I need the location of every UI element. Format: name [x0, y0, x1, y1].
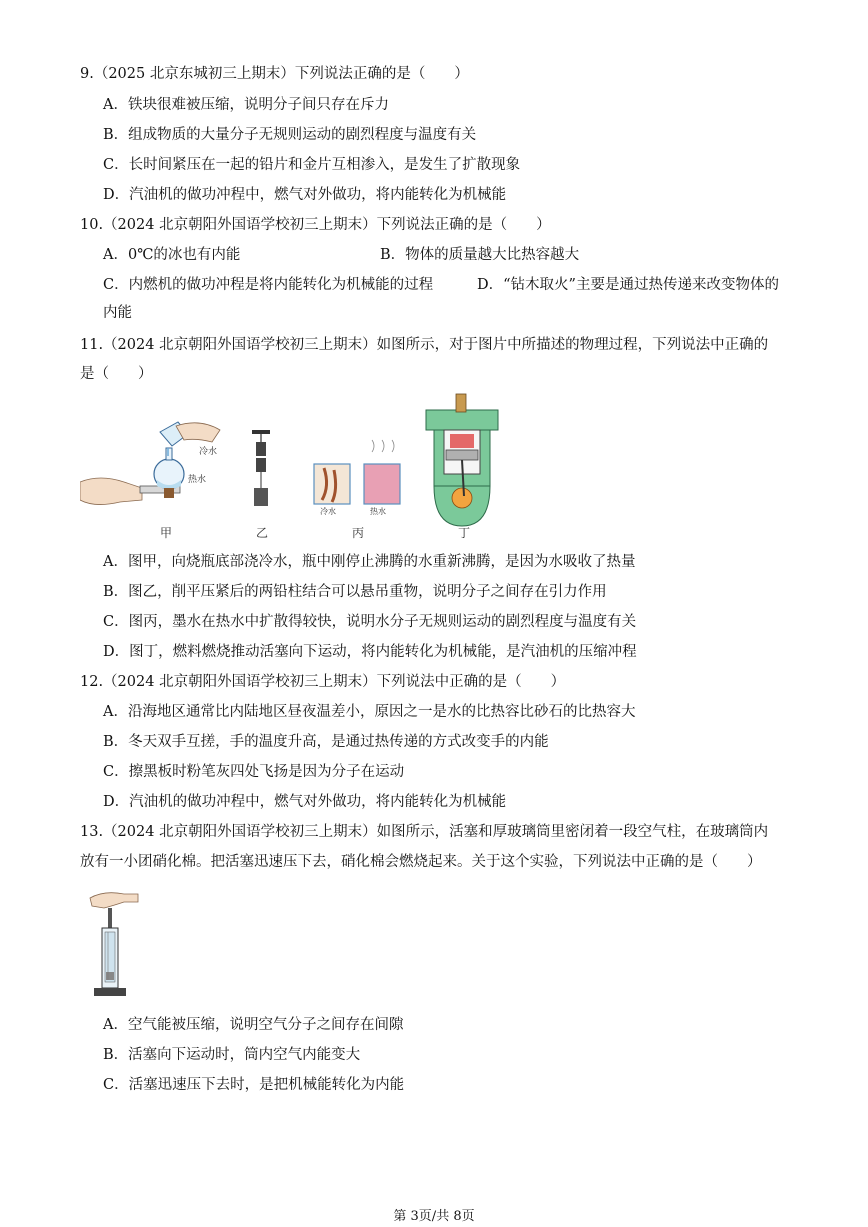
q13-option-a: A．空气能被压缩，说明空气分子之间存在间隙	[103, 1017, 404, 1033]
q13-stem-line2: 放有一小团硝化棉。把活塞迅速压下去，硝化棉会燃烧起来。关于这个实验，下列说法中正确的是（ ）	[80, 854, 762, 870]
label-hot-water-beaker: 热水	[370, 507, 386, 516]
q9-option-d: D．汽油机的做功冲程中，燃气对外做功，将内能转化为机械能	[103, 187, 507, 203]
label-bing: 丙	[352, 526, 365, 540]
q12-option-c: C．擦黑板时粉笔灰四处飞扬是因为分子在运动	[103, 764, 405, 780]
label-yi: 乙	[256, 526, 269, 540]
q10-option-d-cont: 内能	[103, 305, 132, 321]
q10-option-b: B．物体的质量越大比热容越大	[380, 247, 580, 263]
q10-stem: 10.（2024 北京朝阳外国语学校初三上期末）下列说法正确的是（ ）	[80, 217, 551, 233]
figure-bing	[314, 440, 400, 504]
q11-option-a: A．图甲，向烧瓶底部浇冷水，瓶中刚停止沸腾的水重新沸腾，是因为水吸收了热量	[103, 554, 636, 570]
q10-option-c: C．内燃机的做功冲程是将内能转化为机械能的过程	[103, 277, 434, 293]
label-cold-water: 冷水	[199, 447, 218, 457]
q10-option-a: A．0℃的冰也有内能	[103, 247, 241, 263]
label-cold-water-beaker: 冷水	[320, 507, 336, 516]
q13-option-c: C．活塞迅速压下去时，是把机械能转化为内能	[103, 1077, 405, 1093]
q13-figure-svg	[84, 880, 144, 1002]
q11-stem-line2: 是（ ）	[80, 366, 153, 382]
figure-jia	[80, 422, 220, 505]
q12-option-d: D．汽油机的做功冲程中，燃气对外做功，将内能转化为机械能	[103, 794, 507, 810]
label-jia: 甲	[160, 526, 173, 540]
q12-option-b: B．冬天双手互搓，手的温度升高，是通过热传递的方式改变手的内能	[103, 734, 549, 750]
figure-yi	[252, 430, 270, 506]
figure-ding	[426, 394, 498, 526]
q10-option-d: D．“钻木取火”主要是通过热传递来改变物体的	[477, 277, 779, 293]
q12-stem: 12.（2024 北京朝阳外国语学校初三上期末）下列说法中正确的是（ ）	[80, 674, 566, 690]
q11-option-b: B．图乙，削平压紧后的两铅柱结合可以悬吊重物，说明分子之间存在引力作用	[103, 584, 607, 600]
q13-figure	[84, 880, 144, 1002]
q11-figure-svg	[80, 390, 520, 542]
q13-option-b: B．活塞向下运动时，筒内空气内能变大	[103, 1047, 361, 1063]
q11-stem-line1: 11.（2024 北京朝阳外国语学校初三上期末）如图所示，对于图片中所描述的物理过程，下列说法中正确的	[80, 337, 769, 353]
q11-option-d: D．图丁，燃料燃烧推动活塞向下运动，将内能转化为机械能，是汽油机的压缩冲程	[103, 644, 637, 660]
q11-option-c: C．图丙，墨水在热水中扩散得较快，说明水分子无规则运动的剧烈程度与温度有关	[103, 614, 637, 630]
page-footer: 第 3页/共 8页	[393, 1209, 475, 1224]
label-ding: 丁	[458, 526, 471, 540]
label-hot-water: 热水	[188, 475, 207, 485]
q13-stem-line1: 13.（2024 北京朝阳外国语学校初三上期末）如图所示，活塞和厚玻璃筒里密闭着一段空气柱，在玻璃筒内	[80, 824, 769, 840]
q9-option-c: C．长时间紧压在一起的铅片和金片互相渗入，是发生了扩散现象	[103, 157, 521, 173]
q9-option-b: B．组成物质的大量分子无规则运动的剧烈程度与温度有关	[103, 127, 477, 143]
q11-figure	[80, 390, 520, 542]
q9-option-a: A．铁块很难被压缩，说明分子间只存在斥力	[103, 97, 389, 113]
q12-option-a: A．沿海地区通常比内陆地区昼夜温差小，原因之一是水的比热容比砂石的比热容大	[103, 704, 636, 720]
q9-stem: 9.（2025 北京东城初三上期末）下列说法正确的是（ ）	[80, 66, 469, 82]
